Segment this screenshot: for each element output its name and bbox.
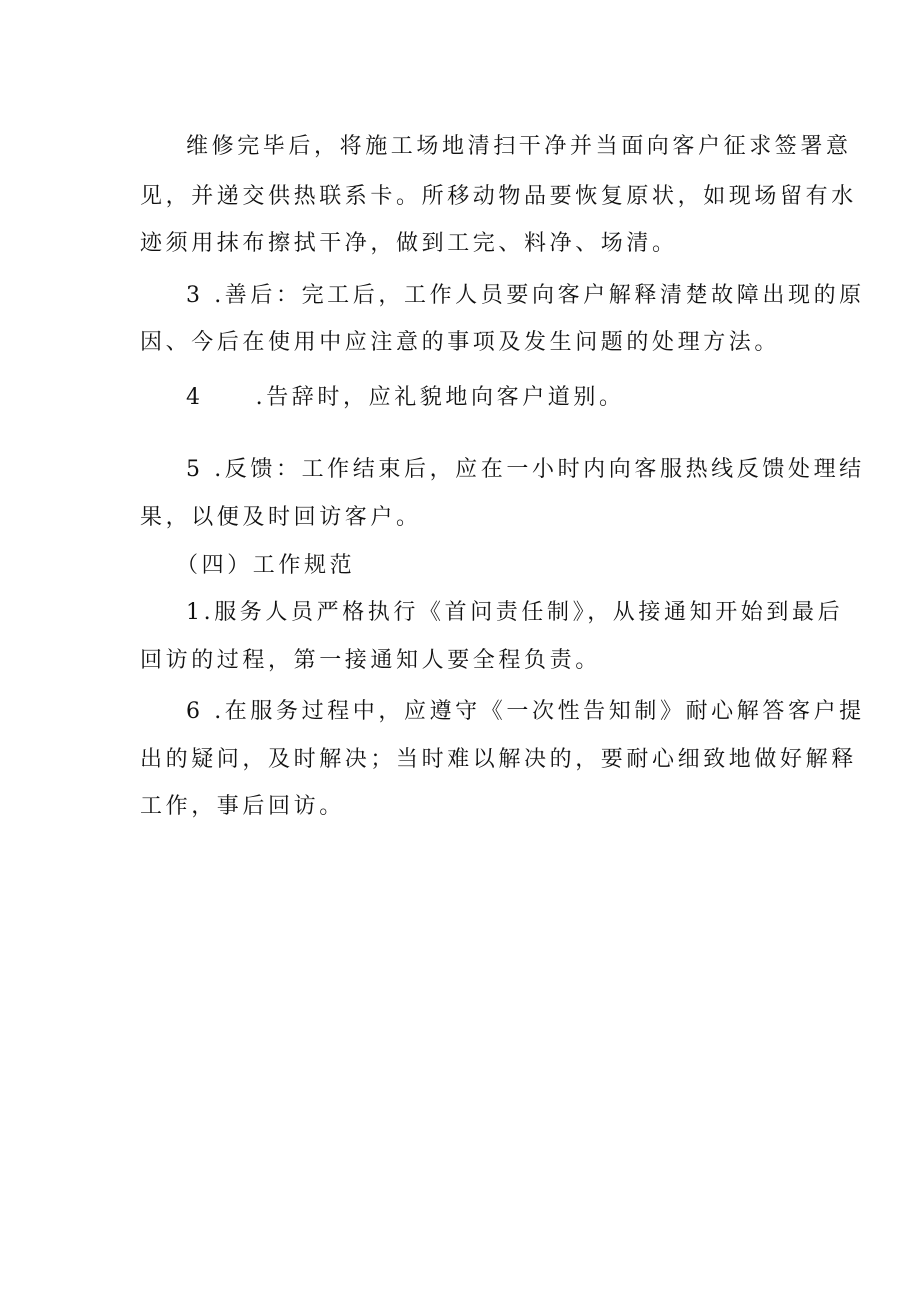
section-heading: （四）工作规范: [176, 553, 356, 578]
paragraph-line: 出的疑问，及时解决；当时难以解决的，要耐心细致地做好解释: [140, 747, 857, 772]
paragraph-line: 回访的过程，第一接通知人要全程负责。: [140, 648, 601, 673]
paragraph-line: 维修完毕后，将施工场地清扫干净并当面向客户征求签署意: [186, 134, 852, 159]
item-number: 4: [186, 385, 204, 410]
paragraph-line: 工作，事后回访。: [140, 794, 345, 819]
paragraph-line: 果，以便及时回访客户。: [140, 505, 422, 530]
paragraph-line: 迹须用抹布擦拭干净，做到工完、料净、场清。: [140, 231, 678, 256]
paragraph-line: 5 .反馈：工作结束后，应在一小时内向客服热线反馈处理结: [186, 457, 865, 482]
item-text: .告辞时，应礼貌地向客户道别。: [255, 385, 625, 410]
paragraph-line: 6 .在服务过程中，应遵守《一次性告知制》耐心解答客户提: [186, 699, 865, 724]
paragraph-line: [186, 383, 800, 413]
paragraph-line: 1.服务人员严格执行《首问责任制》，从接通知开始到最后: [186, 600, 844, 625]
paragraph-line: 因、今后在使用中应注意的事项及发生问题的处理方法。: [140, 330, 781, 355]
paragraph-line: 3 .善后：完工后，工作人员要向客户解释清楚故障出现的原: [186, 283, 865, 308]
paragraph-line: 见，并递交供热联系卡。所移动物品要恢复原状，如现场留有水: [140, 184, 857, 209]
